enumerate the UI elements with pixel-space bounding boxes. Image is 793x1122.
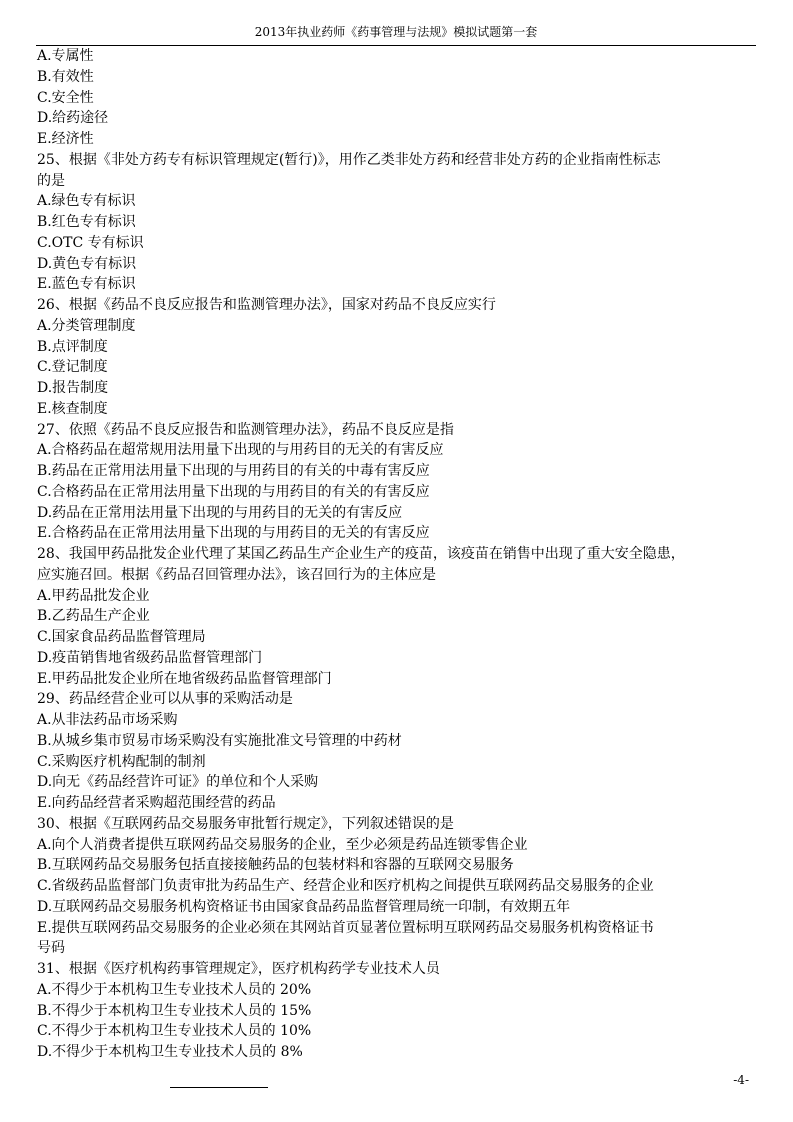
question-text-continued: 应实施召回。根据《药品召回管理办法》，该召回行为的主体应是 (37, 566, 436, 583)
question-text: 27、依照《药品不良反应报告和监测管理办法》，药品不良反应是指 (37, 421, 454, 438)
option-text: A.向个人消费者提供互联网药品交易服务的企业，至少必须是药品连锁零售企业 (37, 836, 528, 853)
question-text: 30、根据《互联网药品交易服务审批暂行规定》，下列叙述错误的是 (37, 815, 454, 832)
option-text: D.向无《药品经营许可证》的单位和个人采购 (37, 774, 319, 791)
option-text: A.合格药品在超常规用法用量下出现的与用药目的无关的有害反应 (37, 442, 444, 459)
option-text: D.给药途径 (37, 110, 109, 127)
document-body (37, 46, 759, 1063)
question-text: 28、我国甲药品批发企业代理了某国乙药品生产企业生产的疫苗，该疫苗在销售中出现了重大安全隐患， (37, 546, 685, 562)
page-header-title: 2013年执业药师《药事管理与法规》模拟试题第一套 (254, 25, 538, 39)
option-text: E.提供互联网药品交易服务的企业必须在其网站首页显著位置标明互联网药品交易服务机构资格证书 (37, 919, 654, 936)
option-text: D.药品在正常用法用量下出现的与用药目的无关的有害反应 (37, 504, 403, 521)
option-text: E.蓝色专有标识 (37, 276, 136, 293)
question-text: 25、根据《非处方药专有标识管理规定(暂行)》，用作乙类非处方药和经营非处方药的企业指南性标志 (37, 151, 661, 168)
footer-divider (170, 1087, 268, 1088)
option-text: C.OTC 专有标识 (37, 234, 144, 251)
option-text: D.疫苗销售地省级药品监督管理部门 (37, 649, 263, 666)
option-text: C.不得少于本机构卫生专业技术人员的 10% (37, 1023, 312, 1040)
question-text: 31、根据《医疗机构药事管理规定》，医疗机构药学专业技术人员 (37, 961, 440, 977)
option-text: E.合格药品在正常用法用量下出现的与用药目的无关的有害反应 (37, 525, 430, 542)
option-text: D.黄色专有标识 (37, 255, 137, 272)
option-text: B.红色专有标识 (37, 214, 136, 230)
option-text: A.从非法药品市场采购 (37, 712, 178, 728)
option-text: E.甲药品批发企业所在地省级药品监督管理部门 (37, 670, 332, 687)
option-text: C.安全性 (37, 89, 94, 106)
option-text: A.绿色专有标识 (37, 193, 136, 210)
option-text: C.省级药品监督部门负责审批为药品生产、经营企业和医疗机构之间提供互联网药品交易服务的企业 (37, 878, 654, 894)
option-text-continued: 号码 (37, 940, 65, 957)
option-text: E.向药品经营者采购超范围经营的药品 (37, 795, 276, 811)
option-text: A.专属性 (37, 48, 94, 64)
option-text: D.报告制度 (37, 380, 109, 396)
option-text: B.从城乡集市贸易市场采购没有实施批准文号管理的中药材 (37, 732, 402, 749)
option-text: B.互联网药品交易服务包括直接接触药品的包装材料和容器的互联网交易服务 (37, 857, 514, 874)
option-text: C.国家食品药品监督管理局 (37, 629, 206, 645)
option-text: C.合格药品在正常用法用量下出现的与用药目的有关的有害反应 (37, 483, 430, 500)
question-text: 29、药品经营企业可以从事的采购活动是 (37, 691, 293, 708)
option-text: A.不得少于本机构卫生专业技术人员的 20% (37, 981, 312, 998)
option-text: B.有效性 (37, 68, 94, 85)
option-text: D.互联网药品交易服务机构资格证书由国家食品药品监督管理局统一印制，有效期五年 (37, 898, 571, 915)
option-text: B.乙药品生产企业 (37, 608, 150, 625)
page-number: -4- (733, 1073, 749, 1087)
option-text: B.药品在正常用法用量下出现的与用药目的有关的中毒有害反应 (37, 463, 430, 479)
option-text: E.经济性 (37, 131, 94, 147)
question-text: 26、根据《药品不良反应报告和监测管理办法》，国家对药品不良反应实行 (37, 297, 496, 313)
option-text: B.不得少于本机构卫生专业技术人员的 15% (37, 1002, 312, 1019)
option-text: E.核查制度 (37, 400, 108, 417)
option-text: D.不得少于本机构卫生专业技术人员的 8% (37, 1044, 303, 1060)
option-text: A.分类管理制度 (37, 317, 136, 334)
option-text: B.点评制度 (37, 338, 108, 355)
option-text: A.甲药品批发企业 (37, 587, 150, 604)
option-text: C.采购医疗机构配制的制剂 (37, 753, 206, 770)
option-text: C.登记制度 (37, 359, 108, 376)
question-text-continued: 的是 (37, 172, 65, 189)
